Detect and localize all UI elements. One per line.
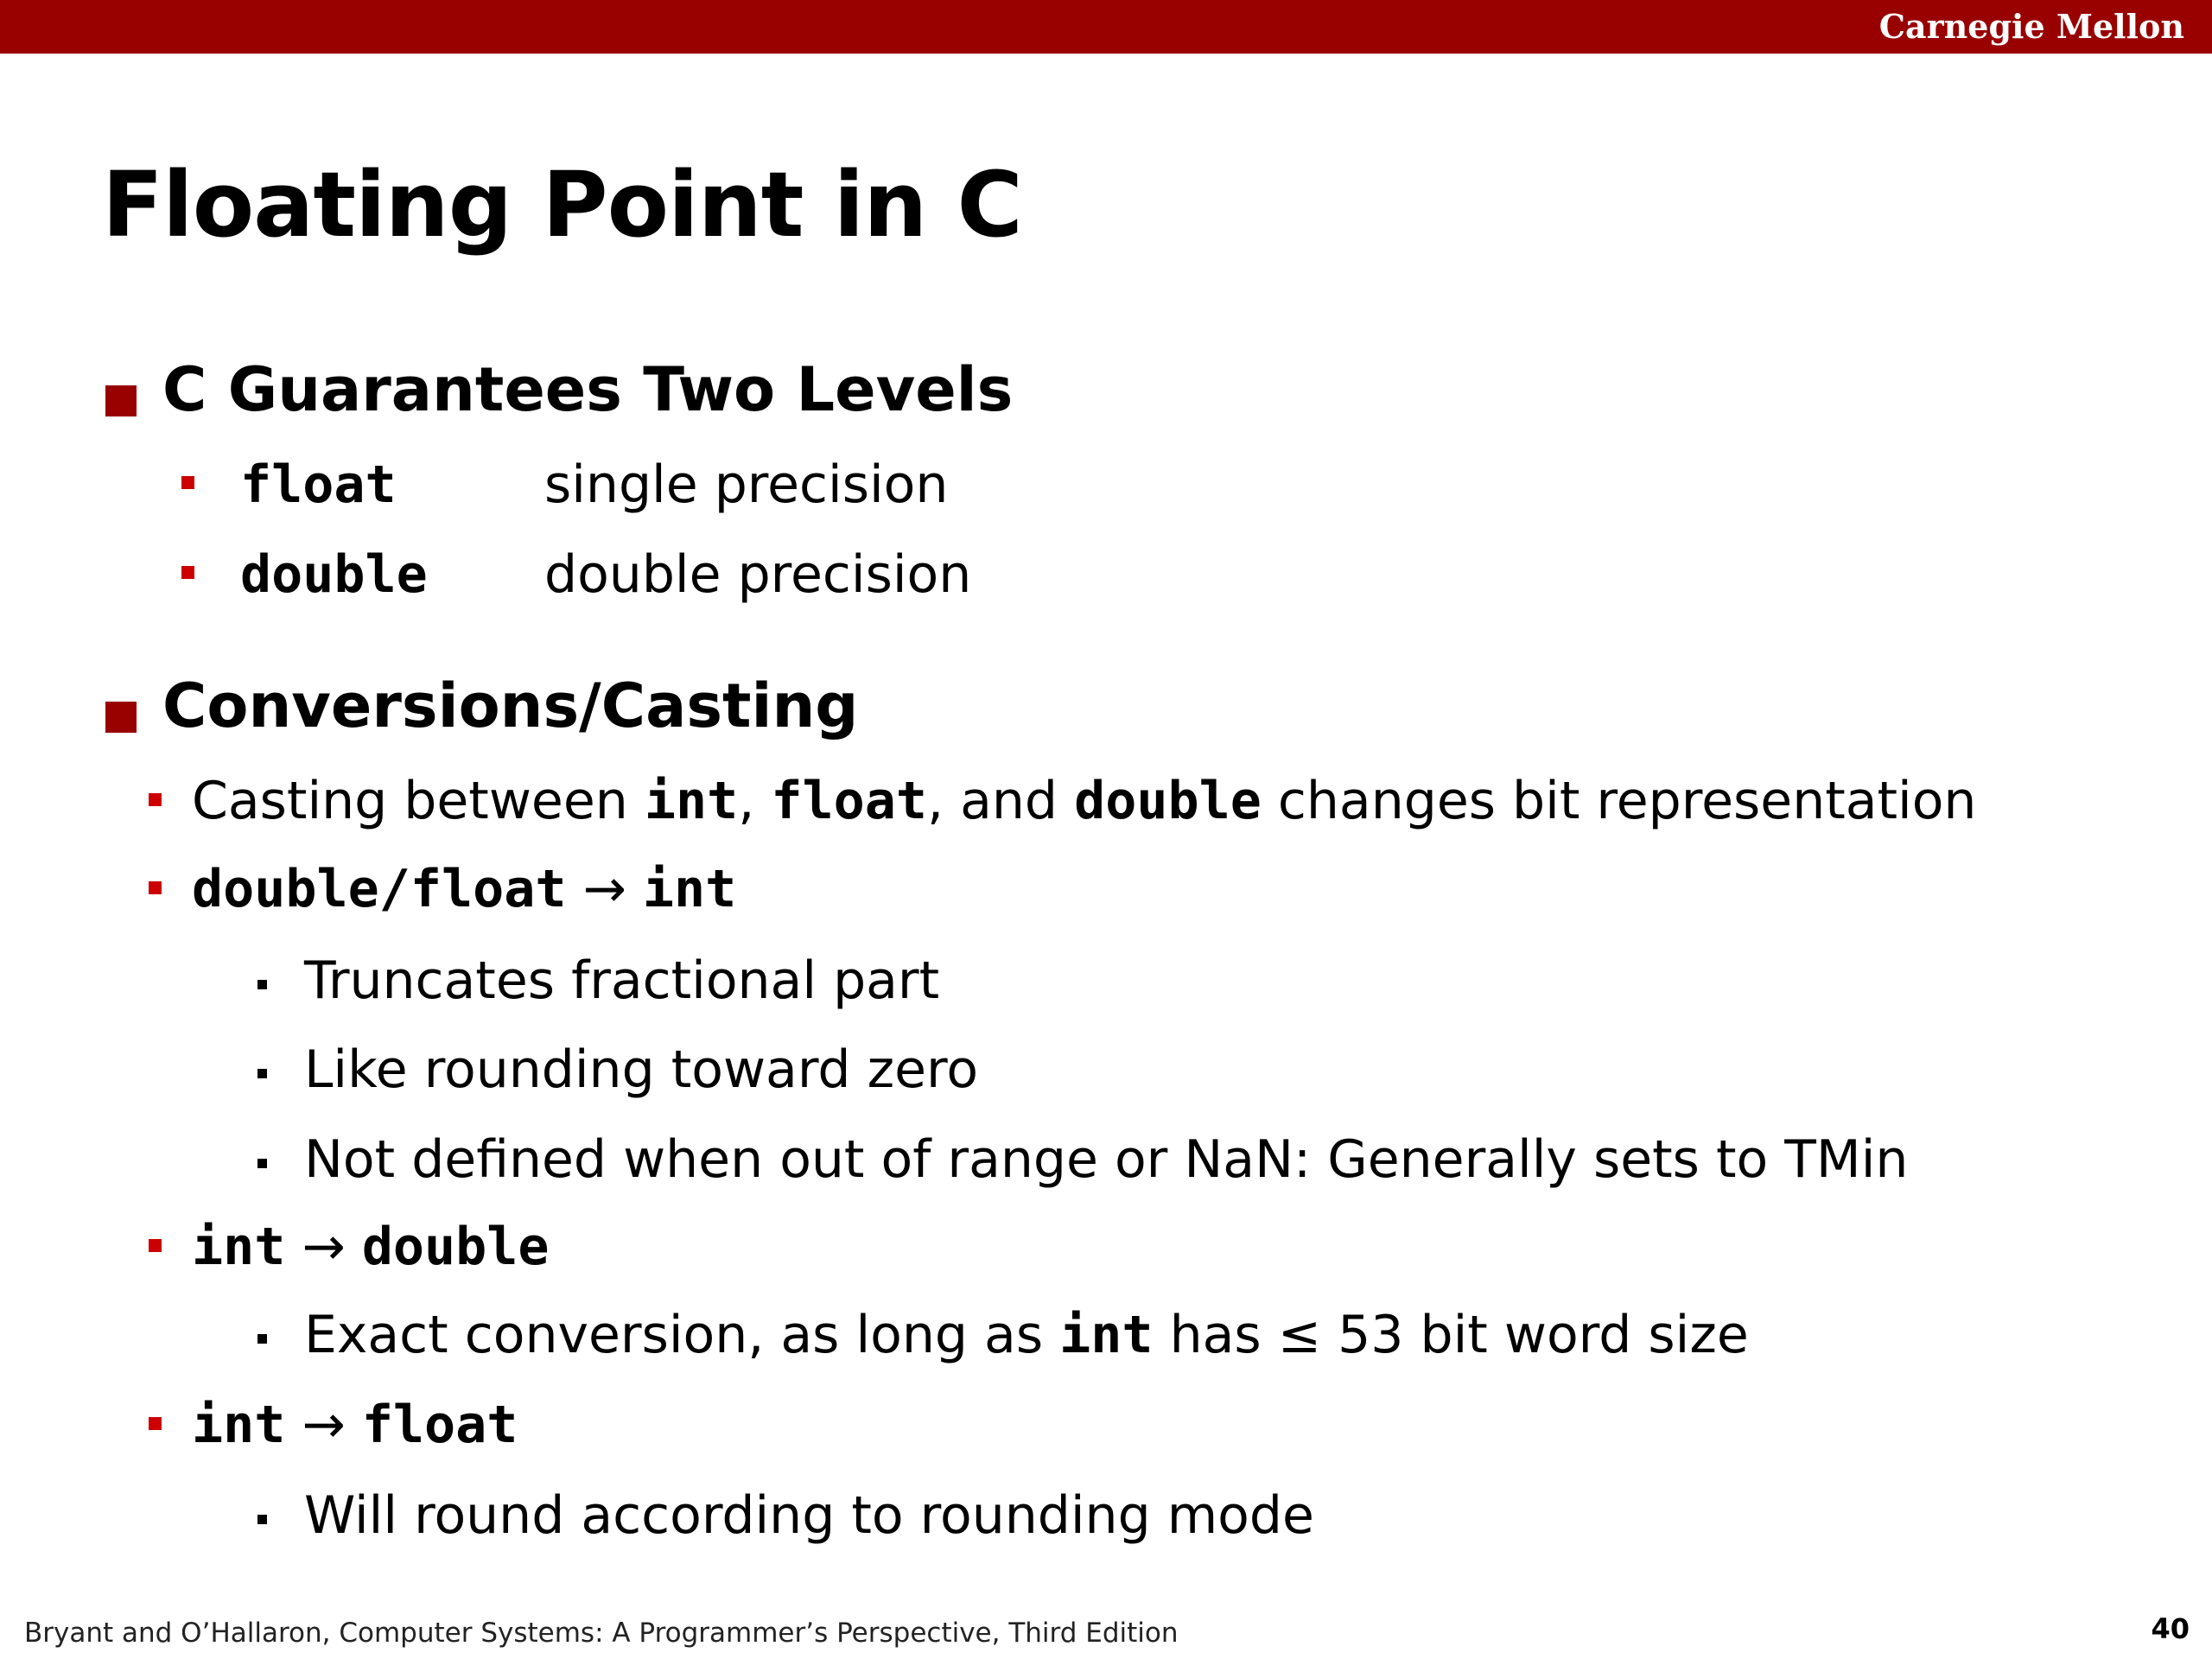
casting-sep2: , and [926,771,1075,831]
exact-prefix: Exact conversion, as long as [304,1305,1060,1365]
code-float: float [361,1395,518,1455]
level-item-double [240,544,428,605]
sub-item-truncates: Truncates fractional part [304,950,940,1011]
brand-logo-text: Carnegie Mellon [1878,7,2184,46]
sub-bullet-icon [257,1334,267,1344]
sub-bullet-icon [257,1159,267,1168]
code-int: int [644,771,739,831]
code-int: int [642,859,737,919]
code-float: float [240,454,397,515]
bullet-icon [149,793,162,806]
casting-sep1: , [738,771,772,831]
casting-prefix: Casting between [192,771,645,831]
sub-bullet-icon [257,1069,267,1078]
casting-line [192,771,1976,831]
header-bar [0,0,2212,54]
code-double: double [361,1217,550,1277]
sub-item-round-mode: Will round according to rounding mode [304,1485,1314,1546]
bullet-square-icon [105,385,137,416]
sub-bullet-icon [257,980,267,989]
code-int: int [1059,1305,1154,1365]
conversion-double-float-to-int [192,859,736,919]
casting-suffix: changes bit representation [1261,771,1977,831]
sub-item-rounding-toward-zero: Like rounding toward zero [304,1039,979,1100]
code-int: int [192,1395,286,1455]
slide-title: Floating Point in C [102,152,1022,257]
exact-suffix: has ≤ 53 bit word size [1153,1305,1749,1365]
sub-bullet-icon [257,1515,267,1524]
section-heading-conversions: Conversions/Casting [162,671,859,741]
bullet-icon [149,881,162,894]
bullet-icon [181,476,194,489]
level-desc-double: double precision [544,544,972,605]
code-double-float: double/float [192,859,567,919]
arrow-icon: → [302,1217,346,1277]
code-int: int [192,1217,286,1277]
level-desc-float: single precision [544,454,949,515]
bullet-icon [149,1239,162,1252]
page-number: 40 [2151,1612,2190,1645]
conversion-int-to-double [192,1217,550,1277]
code-double: double [1074,771,1262,831]
code-double: double [240,544,428,605]
section-heading-levels: C Guarantees Two Levels [162,354,1014,425]
bullet-icon [149,1417,162,1430]
footer-citation: Bryant and O’Hallaron, Computer Systems: A Programmer’s Perspective, Third Edition [24,1618,1179,1649]
sub-item-not-defined: Not defined when out of range or NaN: Generally sets to TMin [304,1129,1909,1190]
bullet-square-icon [105,702,137,733]
arrow-icon: → [582,859,626,919]
level-item-float [240,454,397,515]
bullet-icon [181,566,194,579]
conversion-int-to-float [192,1395,518,1455]
arrow-icon: → [302,1395,346,1455]
code-float: float [771,771,927,831]
sub-item-exact-conversion [304,1305,1749,1365]
